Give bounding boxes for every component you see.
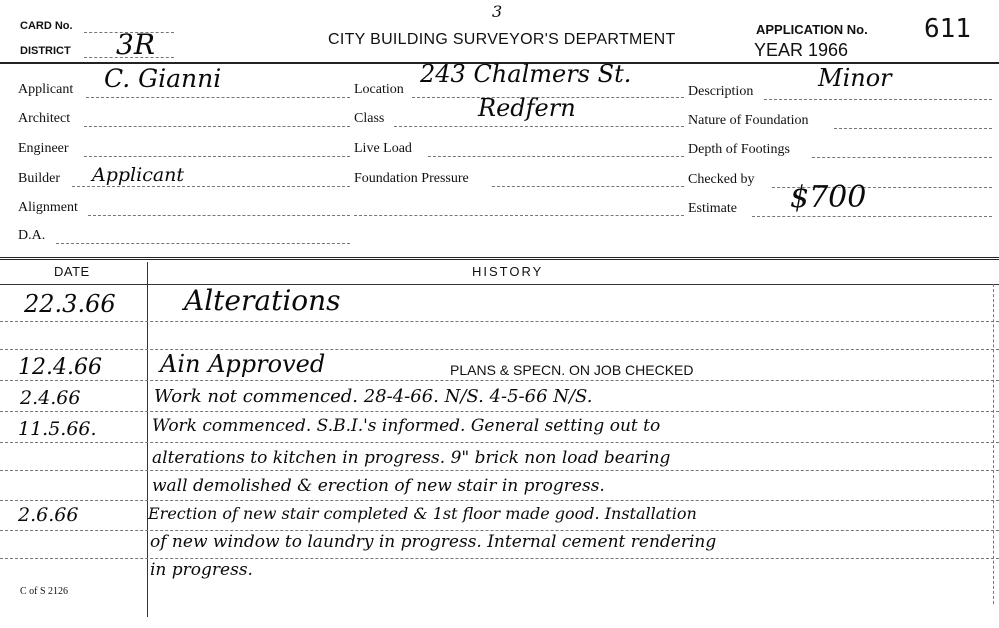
estimate-value: $700: [790, 180, 867, 215]
description-label: Description: [688, 84, 754, 99]
title-mark: 3: [492, 2, 503, 21]
engineer-line: [84, 156, 350, 157]
history-entry: Work commenced. S.B.I.'s informed. General setting out to: [152, 416, 661, 436]
location-value-line1: 243 Chalmers St.: [420, 60, 632, 88]
history-entry: Erection of new stair completed & 1st floor made good. Installation: [148, 504, 697, 523]
alignment-label: Alignment: [18, 200, 78, 215]
depth-of-footings-line: [812, 157, 992, 158]
history-entry: in progress.: [150, 560, 253, 580]
history-date: 12.4.66: [18, 355, 102, 380]
history-date: 2.4.66: [20, 387, 81, 409]
live-load-line: [428, 156, 684, 157]
description-value: Minor: [818, 64, 892, 92]
builder-label: Builder: [18, 171, 60, 186]
history-header: HISTORY: [472, 264, 544, 279]
history-entry: Work not commenced. 28-4-66. N/S. 4-5-66 N/S.: [154, 386, 593, 407]
live-load-label: Live Load: [354, 141, 412, 156]
history-header-rule: [0, 284, 999, 285]
district-label: DISTRICT: [20, 45, 71, 57]
history-entry: of new window to laundry in progress. Internal cement rendering: [150, 532, 717, 552]
approval-stamp: PLANS & SPECN. ON JOB CHECKED: [450, 362, 694, 378]
class-label: Class: [354, 111, 385, 126]
history-entry: Alterations: [184, 284, 341, 317]
application-no-value: 611: [924, 14, 971, 44]
history-date: 11.5.66.: [18, 418, 97, 440]
applicant-line: [86, 97, 350, 98]
builder-line: [72, 186, 350, 187]
application-no-label: APPLICATION No.: [756, 22, 868, 37]
card-no-label: CARD No.: [20, 20, 73, 32]
location-label: Location: [354, 82, 404, 97]
date-column-divider: [147, 262, 148, 617]
estimate-label: Estimate: [688, 201, 737, 216]
middle-blank-line: [354, 215, 684, 216]
architect-label: Architect: [18, 111, 71, 126]
depth-of-footings-label: Depth of Footings: [688, 142, 790, 157]
engineer-label: Engineer: [18, 141, 69, 156]
district-value: 3R: [116, 28, 155, 61]
alignment-line: [88, 215, 350, 216]
foundation-pressure-label: Foundation Pressure: [354, 171, 469, 186]
description-line: [764, 99, 992, 100]
class-line: [394, 126, 684, 127]
foundation-pressure-line: [492, 186, 684, 187]
history-date: 22.3.66: [24, 290, 116, 318]
form-code: C of S 2126: [20, 586, 69, 597]
date-header: DATE: [54, 264, 90, 279]
checked-by-label: Checked by: [688, 172, 755, 187]
location-value-line2: Redfern: [478, 94, 576, 122]
estimate-line: [752, 216, 992, 217]
history-entry: Ain Approved: [160, 350, 326, 378]
history-date: 2.6.66: [18, 504, 79, 526]
da-label: D.A.: [18, 228, 46, 243]
builder-value: Applicant: [92, 164, 185, 186]
year-label: YEAR 1966: [754, 40, 849, 60]
history-entry: alterations to kitchen in progress. 9" brick non load bearing: [152, 448, 671, 468]
da-line: [56, 243, 350, 244]
history-entry: wall demolished & erection of new stair in progress.: [152, 476, 605, 496]
applicant-value: C. Gianni: [104, 64, 222, 93]
architect-line: [84, 126, 350, 127]
nature-of-foundation-label: Nature of Foundation: [688, 113, 809, 128]
page-title: CITY BUILDING SURVEYOR'S DEPARTMENT: [328, 31, 676, 48]
history-top-rule: [0, 257, 999, 260]
applicant-label: Applicant: [18, 82, 74, 97]
nature-of-foundation-line: [834, 128, 992, 129]
right-edge-line: [993, 284, 994, 604]
